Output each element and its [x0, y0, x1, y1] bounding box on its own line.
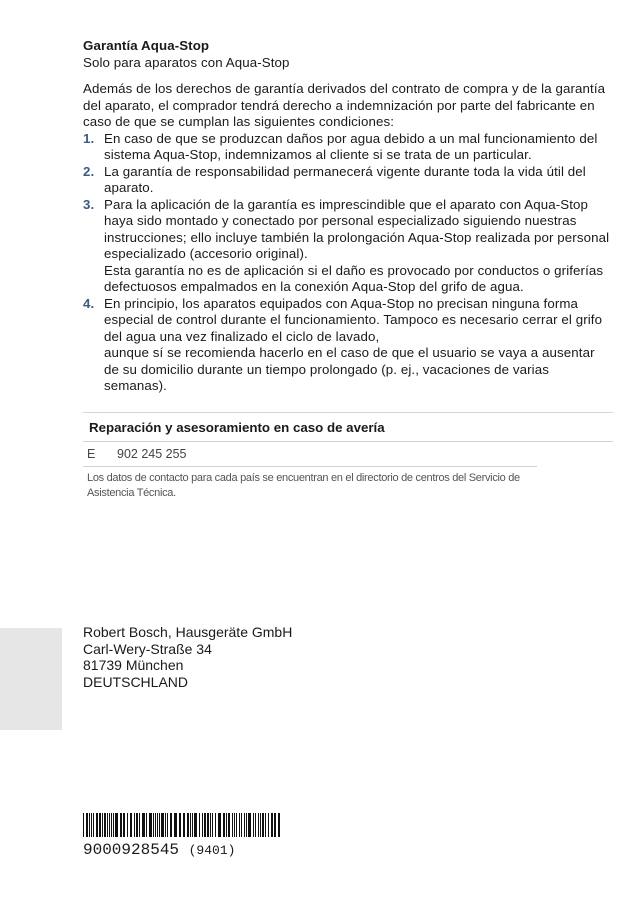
- barcode-bar: [228, 813, 230, 837]
- barcode-bar: [260, 813, 261, 837]
- barcode-bar: [278, 813, 280, 837]
- item-text: En caso de que se produzcan daños por agua debido a un mal funcionamiento del sistema Aqua-Stop, indemnizamos al cliente si se trata de un particular.: [104, 130, 598, 162]
- barcode-bar: [255, 813, 256, 837]
- barcode-bar: [274, 813, 276, 837]
- barcode-bar: [248, 813, 251, 837]
- barcode-bar: [99, 813, 101, 837]
- barcode-bar: [174, 813, 177, 837]
- item-number: 4.: [83, 295, 95, 311]
- country-code: E: [87, 447, 96, 461]
- item-text: En principio, los aparatos equipados con Aqua-Stop no precisan ninguna forma especial de control durante el funcionamiento. Tampoco es necesario cerrar el grifo del agua una vez finalizado el ciclo de lavado,: [104, 295, 603, 344]
- repair-section: [83, 412, 613, 501]
- repair-heading: Reparación y asesoramiento en caso de avería: [89, 420, 385, 435]
- warranty-intro: Además de los derechos de garantía derivados del contrato de compra y de la garantía del aparato, el comprador tendrá derecho a indemnización por parte del fabricante en caso de que se cumplan las siguientes condiciones:: [83, 81, 606, 129]
- phone-row: [83, 441, 613, 462]
- barcode-bar: [170, 813, 172, 837]
- barcode-bar: [226, 813, 227, 837]
- barcode-bar: [202, 813, 203, 837]
- warranty-title: Garantía Aqua-Stop: [83, 38, 210, 53]
- barcode-bar: [239, 813, 240, 837]
- barcode-bar: [142, 813, 145, 837]
- barcode-bar: [111, 813, 112, 837]
- item-text: La garantía de responsabilidad permanecerá vigente durante toda la vida útil del aparato.: [104, 163, 586, 195]
- barcode-bar: [244, 813, 245, 837]
- barcode-bar: [262, 813, 264, 837]
- barcode-bar: [190, 813, 191, 837]
- barcode-bar: [232, 813, 233, 837]
- barcode-graphic: [83, 813, 281, 837]
- street: Carl-Wery-Straße 34: [83, 640, 212, 657]
- item-number: 2.: [83, 163, 95, 179]
- barcode-bar: [115, 813, 118, 837]
- warranty-subtitle: Solo para aparatos con Aqua-Stop: [83, 54, 290, 70]
- manufacturer-address: [83, 624, 292, 690]
- barcode-bar: [155, 813, 156, 837]
- barcode-bar: [253, 813, 254, 837]
- barcode-bar: [223, 813, 225, 837]
- barcode-bar: [89, 813, 90, 837]
- side-tab-marker: [0, 628, 62, 730]
- barcode-bar: [218, 813, 221, 837]
- barcode-bar: [104, 813, 106, 837]
- barcode-bar: [130, 813, 132, 837]
- barcode-number: 9000928545: [83, 841, 180, 859]
- phone-number: 902 245 255: [117, 447, 187, 461]
- barcode-bar: [241, 813, 242, 837]
- barcode-bar: [258, 813, 259, 837]
- barcode-bar: [153, 813, 154, 837]
- barcode-bar: [199, 813, 200, 837]
- barcode-bar: [113, 813, 114, 837]
- city: 81739 München: [83, 657, 184, 673]
- list-item: [83, 164, 613, 197]
- barcode-bar: [136, 813, 138, 837]
- item-number: 3.: [83, 196, 95, 212]
- item-extra-text: aunque sí se recomienda hacerlo en el caso de que el usuario se vaya a ausentar de su domicilio durante un tiempo prolongado (p. ej., vacaciones de varias semanas).: [104, 345, 595, 393]
- barcode-bar: [271, 813, 273, 837]
- barcode-bar: [93, 813, 94, 837]
- barcode-bar: [83, 813, 84, 837]
- barcode-block: [83, 813, 281, 859]
- barcode-bars: [83, 813, 281, 837]
- list-item: [83, 197, 613, 296]
- barcode-bar: [215, 813, 216, 837]
- item-number: 1.: [83, 130, 95, 146]
- warranty-section: [83, 38, 613, 395]
- barcode-bar: [102, 813, 103, 837]
- barcode-bar: [134, 813, 135, 837]
- barcode-bar: [159, 813, 160, 837]
- barcode-bar: [234, 813, 235, 837]
- barcode-bar: [194, 813, 197, 837]
- barcode-bar: [187, 813, 189, 837]
- barcode-bar: [167, 813, 168, 837]
- barcode-bar: [212, 813, 213, 837]
- barcode-bar: [157, 813, 158, 837]
- barcode-bar: [96, 813, 98, 837]
- barcode-bar: [207, 813, 209, 837]
- barcode-bar: [146, 813, 147, 837]
- barcode-bar: [109, 813, 110, 837]
- barcode-bar: [123, 813, 125, 837]
- barcode-caption: [83, 841, 281, 859]
- barcode-bar: [149, 813, 152, 837]
- item-text: Para la aplicación de la garantía es imprescindible que el aparato con Aqua-Stop haya sido montado y conectado por personal especializado siguiendo nuestras instrucciones; ello incluye también la prolongación Aqua-Stop realizada por personal especializado (accesorio original).: [104, 196, 610, 261]
- barcode-bar: [210, 813, 211, 837]
- list-item: [83, 296, 613, 395]
- barcode-bar: [107, 813, 108, 837]
- barcode-bar: [179, 813, 181, 837]
- barcode-bar: [86, 813, 88, 837]
- barcode-bar: [120, 813, 122, 837]
- barcode-bar: [236, 813, 237, 837]
- company-name: Robert Bosch, Hausgeräte GmbH: [83, 624, 293, 640]
- barcode-bar: [139, 813, 140, 837]
- conditions-list: [83, 131, 613, 395]
- list-item: [83, 131, 613, 164]
- barcode-bar: [127, 813, 128, 837]
- barcode-suffix: (9401): [188, 843, 236, 858]
- contact-note: Los datos de contacto para cada país se encuentran en el directorio de centros del Servicio de Asistencia Técnica.: [83, 466, 537, 501]
- item-extra-text: Esta garantía no es de aplicación si el daño es provocado por conductos o griferías defectuosos empalmados en la conexión Aqua-Stop del grifo de agua.: [104, 262, 604, 294]
- barcode-bar: [246, 813, 247, 837]
- barcode-bar: [91, 813, 92, 837]
- barcode-bar: [265, 813, 266, 837]
- barcode-bar: [161, 813, 164, 837]
- barcode-bar: [192, 813, 193, 837]
- barcode-bar: [183, 813, 185, 837]
- barcode-bar: [268, 813, 269, 837]
- barcode-bar: [204, 813, 206, 837]
- barcode-bar: [165, 813, 166, 837]
- country: DEUTSCHLAND: [83, 673, 189, 690]
